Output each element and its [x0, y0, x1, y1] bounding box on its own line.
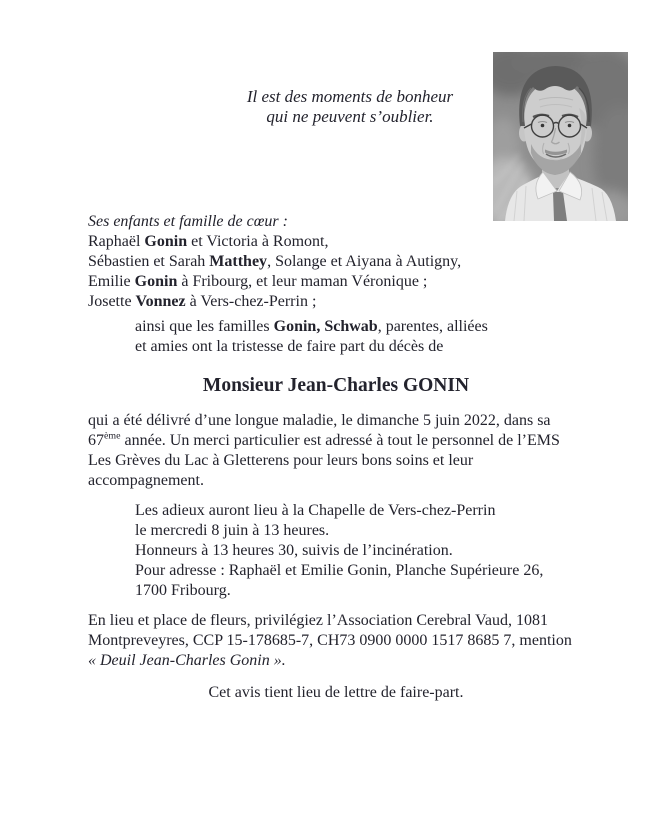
family-list	[88, 212, 461, 312]
text-line: Pour adresse : Raphaël et Emilie Gonin, Planche Supérieure 26,	[135, 562, 544, 579]
opening-quote	[190, 87, 510, 127]
text-line: Il est des moments de bonheur	[246, 87, 454, 106]
farewell-details	[135, 501, 543, 601]
text-line: Josette Vonnez à Vers-chez-Perrin ;	[88, 293, 317, 310]
portrait-photo-illustration	[493, 52, 628, 221]
text-line: « Deuil Jean-Charles Gonin ».	[88, 652, 286, 669]
text-line: Ses enfants et famille de cœur :	[88, 213, 288, 230]
text-line: 67ème année. Un merci particulier est adressé à tout le personnel de l’EMS	[88, 430, 560, 449]
text-line: Montpreveyres, CCP 15-178685-7, CH73 0900 0000 1517 8685 7, mention	[88, 632, 572, 649]
text-line: le mercredi 8 juin à 13 heures.	[135, 522, 330, 539]
text-line: Les Grèves du Lac à Gletterens pour leurs bons soins et leur	[88, 452, 474, 469]
text-line: En lieu et place de fleurs, privilégiez l’Association Cerebral Vaud, 1081	[88, 612, 548, 629]
text-line: Raphaël Gonin et Victoria à Romont,	[88, 233, 329, 250]
text-line: Honneurs à 13 heures 30, suivis de l’incinération.	[135, 542, 453, 559]
text-line: qui ne peuvent s’oublier.	[266, 107, 434, 126]
text-line: Emilie Gonin à Fribourg, et leur maman Véronique ;	[88, 273, 428, 290]
text-line: et amies ont la tristesse de faire part du décès de	[135, 338, 444, 355]
text-line: Sébastien et Sarah Matthey, Solange et Aiyana à Autigny,	[88, 253, 462, 270]
text-line: Les adieux auront lieu à la Chapelle de Vers-chez-Perrin	[135, 502, 496, 519]
text-line: accompagnement.	[88, 472, 204, 489]
text-line: ainsi que les familles Gonin, Schwab, parentes, alliées	[135, 318, 488, 335]
tribute-lines	[135, 317, 488, 357]
donation-paragraph	[88, 611, 572, 671]
deceased-name-title: Monsieur Jean-Charles GONIN	[202, 375, 470, 396]
text-line: qui a été délivré d’une longue maladie, le dimanche 5 juin 2022, dans sa	[88, 412, 551, 429]
closing-line: Cet avis tient lieu de lettre de faire-part.	[208, 684, 464, 701]
text-line: 1700 Fribourg.	[135, 582, 231, 599]
portrait-photo	[493, 52, 628, 221]
illness-paragraph	[88, 411, 560, 491]
